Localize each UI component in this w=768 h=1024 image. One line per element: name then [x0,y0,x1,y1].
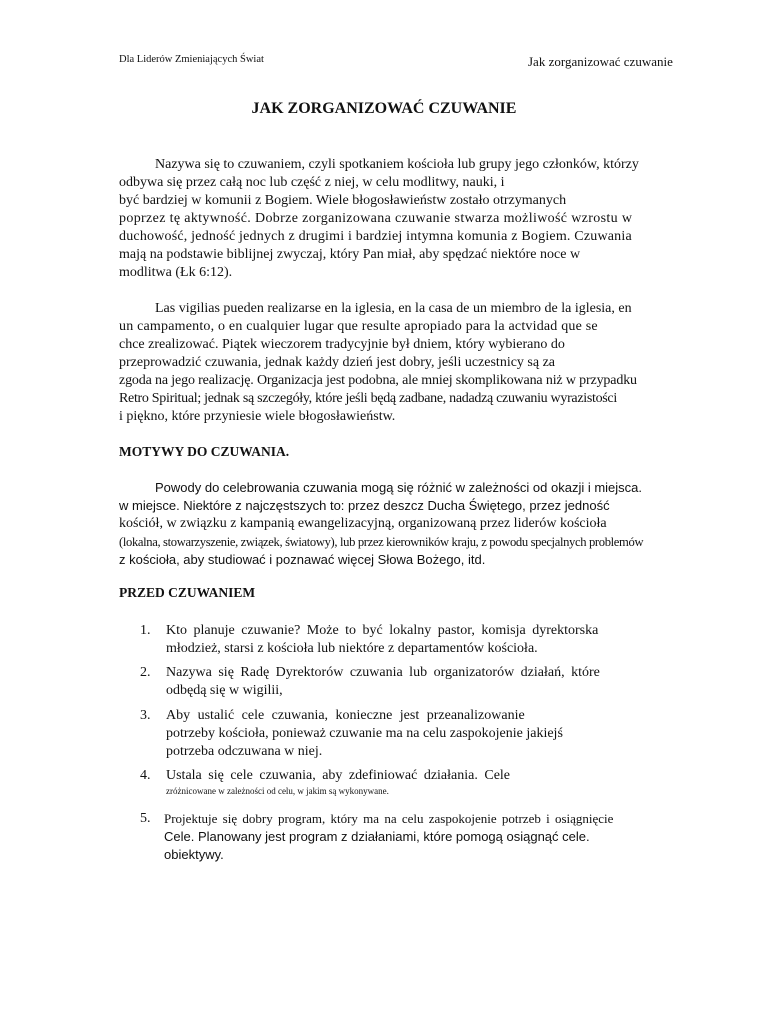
text-line: zgoda na jego realizację. Organizacja jest podobna, ale mniej skomplikowana niż w przypadku [119,373,637,388]
text-line: modlitwa (Łk 6:12). [119,265,233,280]
text-line: chce zrealizować. Piątek wieczorem tradycyjnie był dniem, który wybierano do [119,337,565,352]
text-line: obiektywy. [164,847,224,862]
text-line: Ustala się cele czuwania, aby zdefiniować działania. Cele [166,768,511,783]
list-number: 3. [140,708,151,723]
running-header-right: Jak zorganizować czuwanie [528,54,673,69]
text-line: Powody do celebrowania czuwania mogą się różnić w zależności od okazji i miejsca. [155,480,643,495]
paragraph-motives [119,479,739,569]
text-line: poprzez tę aktywność. Dobrze zorganizowana czuwanie stwarza możliwość wzrostu w [119,211,633,226]
document-title: JAK ZORGANIZOWAĆ CZUWANIE [251,100,517,117]
text-line: zróżnicowane w zależności od celu, w jakim są wykonywane. [166,786,389,796]
text-line: un campamento, o en cualquier lugar que resulte apropiado para la actvidad que se [119,319,598,334]
text-line: potrzeby kościoła, ponieważ czuwanie ma na celu zaspokojenie jakiejś [166,726,563,741]
list-item [140,664,691,700]
list-number: 5. [140,811,151,826]
text-line: mają na podstawie biblijnej zwyczaj, który Pan miał, aby spędzać niektóre noce w [119,247,581,262]
text-line: Cele. Planowany jest program z działaniami, które pomogą osiągnąć cele. [164,829,590,844]
text-line: odbywa się przez całą noc lub część z niej, w celu modlitwy, nauki, i [119,175,505,190]
paragraph-locations [119,300,691,426]
text-line: w miejsce. Niektóre z najczęstszych to: przez deszcz Ducha Świętego, przez jedność [119,498,610,513]
list-number: 1. [140,623,151,638]
text-line: Aby ustalić cele czuwania, konieczne jest przeanalizowanie [166,708,525,723]
text-line: duchowość, jedność jednych z drugimi i bardziej intymna komunia z Bogiem. Czuwania [119,229,632,244]
text-line: przeprowadzić czuwania, jednak każdy dzień jest dobry, jeśli uczestnicy są za [119,355,556,370]
text-line: Nazywa się Radę Dyrektorów czuwania lub organizatorów działań, które [166,665,600,680]
list-number: 4. [140,768,151,783]
list-item [140,810,740,864]
text-line: potrzeba odczuwana w niej. [166,744,323,759]
section-heading-before: PRZED CZUWANIEM [119,585,256,600]
text-line: Kto planuje czuwanie? Może to być lokalny pastor, komisja dyrektorska [166,623,599,638]
text-line: być bardziej w komunii z Bogiem. Wiele błogosławieństw zostało otrzymanych [119,193,567,208]
paragraph-intro [119,156,691,282]
list-number: 2. [140,665,151,680]
text-line: odbędą się w wigilii, [166,683,283,698]
section-heading-motives: MOTYWY DO CZUWANIA. [119,444,290,459]
text-line: młodzież, starsi z kościoła lub niektóre z departamentów kościoła. [166,641,538,656]
text-line: (lokalna, stowarzyszenie, związek, światowy), lub przez kierowników kraju, z powodu specjalnych problemów [119,535,644,549]
text-line: Projektuje się dobry program, który ma na celu zaspokojenie potrzeb i osiągnięcie [164,811,614,826]
text-line: Retro Spiritual; jednak są szczegóły, które jeśli będą zadbane, nadadzą czuwaniu wyrazistości [119,391,617,406]
text-line: Las vigilias pueden realizarse en la iglesia, en la casa de un miembro de la iglesia, en [155,301,632,316]
text-line: kościół, w związku z kampanią ewangelizacyjną, organizowaną przez liderów kościoła [119,516,607,531]
running-header-left: Dla Liderów Zmieniających Świat [119,54,264,65]
text-line: z kościoła, aby studiować i poznawać więcej Słowa Bożego, itd. [119,552,486,567]
list-item [140,622,691,658]
list-item [140,767,691,803]
text-line: Nazywa się to czuwaniem, czyli spotkaniem kościoła lub grupy jego członków, którzy [155,157,639,172]
list-item [140,707,691,761]
text-line: i piękno, które przyniesie wiele błogosławieństw. [119,409,396,424]
